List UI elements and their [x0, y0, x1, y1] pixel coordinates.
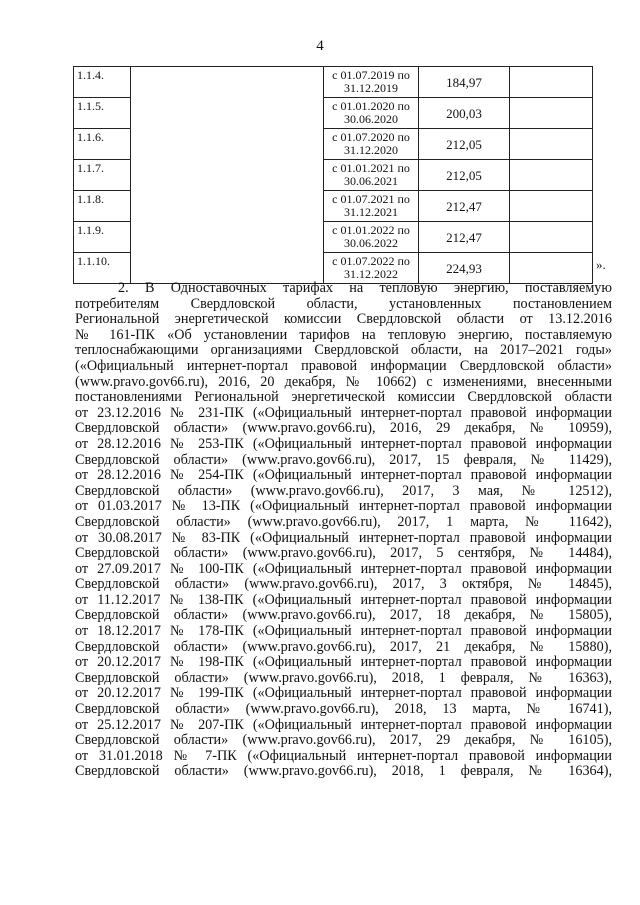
- text-line: Свердловской области» (www.pravo.gov66.ru), 2016, 29 декабря, № 10959),: [75, 420, 612, 437]
- text-line: от 18.12.2017 № 178-ПК («Официальный интернет-портал правовой информации: [75, 623, 612, 640]
- text-line: от 25.12.2017 № 207-ПК («Официальный интернет-портал правовой информации: [75, 716, 612, 733]
- period-start: с 01.07.2022 по: [332, 254, 410, 268]
- period-cell: [324, 253, 419, 284]
- text-line: постановлениями Региональной энергетической комиссии Свердловской области: [75, 389, 612, 406]
- text-line: от 28.12.2016 № 254-ПК («Официальный интернет-портал правовой информации: [75, 467, 612, 484]
- tariff-value: 212,47: [419, 222, 510, 253]
- table-closing-mark: ».: [596, 257, 606, 272]
- row-number: 1.1.4.: [74, 67, 131, 98]
- period-start: с 01.07.2021 по: [332, 192, 410, 206]
- period-cell: [324, 67, 419, 98]
- text-line: Свердловской области» (www.pravo.gov66.ru), 2018, 1 февраля, № 16364),: [75, 763, 612, 780]
- tariff-table: [73, 66, 593, 284]
- period-end: 31.12.2021: [344, 205, 398, 219]
- period-end: 31.12.2019: [344, 81, 398, 95]
- empty-cell: [510, 129, 593, 160]
- text-line: Свердловской области» (www.pravo.gov66.ru), 2017, 21 декабря, № 15880),: [75, 638, 612, 655]
- text-line: от 20.12.2017 № 199-ПК («Официальный интернет-портал правовой информации: [75, 685, 612, 702]
- tariff-value: 184,97: [419, 67, 510, 98]
- page-number: 4: [316, 38, 324, 54]
- text-line: («Официальный интернет-портал правовой информации Свердловской области»: [75, 357, 612, 374]
- period-end: 30.06.2022: [344, 236, 398, 250]
- empty-cell: [510, 253, 593, 284]
- text-line: от 28.12.2016 № 253-ПК («Официальный интернет-портал правовой информации: [75, 435, 612, 452]
- text-line: от 11.12.2017 № 138-ПК («Официальный интернет-портал правовой информации: [75, 591, 612, 608]
- empty-cell: [510, 222, 593, 253]
- text-line: № 161-ПК «Об установлении тарифов на тепловую энергию, поставляемую: [75, 326, 612, 343]
- text-line: от 20.12.2017 № 198-ПК («Официальный интернет-портал правовой информации: [75, 654, 612, 671]
- text-line: Свердловской области» (www.pravo.gov66.ru), 2017, 18 декабря, № 15805),: [75, 607, 612, 624]
- period-cell: [324, 160, 419, 191]
- text-line: Свердловской области» (www.pravo.gov66.ru), 2018, 1 февраля, № 16363),: [75, 669, 612, 686]
- text-line: теплоснабжающими организациями Свердловской области, на 2017–2021 годы»: [75, 342, 612, 359]
- period-start: с 01.01.2020 по: [332, 99, 410, 113]
- text-line: от 27.09.2017 № 100-ПК («Официальный интернет-портал правовой информации: [75, 560, 612, 577]
- period-start: с 01.01.2022 по: [332, 223, 410, 237]
- text-line: Свердловской области» (www.pravo.gov66.ru), 2017, 3 октября, № 14845),: [75, 576, 612, 593]
- text-line: (www.pravo.gov66.ru), 2016, 20 декабря, № 10662) с изменениями, внесенными: [75, 373, 612, 390]
- empty-cell: [510, 160, 593, 191]
- empty-cell: [510, 67, 593, 98]
- tariff-value: 200,03: [419, 98, 510, 129]
- period-cell: [324, 129, 419, 160]
- period-end: 31.12.2020: [344, 143, 398, 157]
- tariff-value: 212,47: [419, 191, 510, 222]
- row-number: 1.1.10.: [74, 253, 131, 284]
- tariff-value: 224,93: [419, 253, 510, 284]
- text-line: от 01.03.2017 № 13-ПК («Официальный интернет-портал правовой информации: [75, 498, 612, 515]
- body-text: [75, 281, 612, 780]
- period-start: с 01.07.2019 по: [332, 68, 410, 82]
- text-line: потребителям Свердловской области, установленных постановлением: [75, 295, 612, 312]
- row-number: 1.1.5.: [74, 98, 131, 129]
- period-end: 30.06.2020: [344, 112, 398, 126]
- tariff-value: 212,05: [419, 160, 510, 191]
- name-cell: [131, 67, 324, 284]
- text-line: Свердловской области» (www.pravo.gov66.ru), 2018, 13 марта, № 16741),: [75, 701, 612, 718]
- period-end: 30.06.2021: [344, 174, 398, 188]
- period-cell: [324, 222, 419, 253]
- row-number: 1.1.6.: [74, 129, 131, 160]
- text-line: Свердловской области» (www.pravo.gov66.ru), 2017, 1 марта, № 11642),: [75, 513, 612, 530]
- text-line: Региональной энергетической комиссии Свердловской области от 13.12.2016: [75, 311, 612, 328]
- row-number: 1.1.8.: [74, 191, 131, 222]
- empty-cell: [510, 98, 593, 129]
- text-line: Свердловской области» (www.pravo.gov66.ru), 2017, 29 декабря, № 16105),: [75, 732, 612, 749]
- text-line: от 31.01.2018 № 7-ПК («Официальный интернет-портал правовой информации: [75, 747, 612, 764]
- text-line: Свердловской области» (www.pravo.gov66.ru), 2017, 15 февраля, № 11429),: [75, 451, 612, 468]
- row-number: 1.1.7.: [74, 160, 131, 191]
- period-cell: [324, 98, 419, 129]
- period-end: 31.12.2022: [344, 267, 398, 281]
- text-line: от 30.08.2017 № 83-ПК («Официальный интернет-портал правовой информации: [75, 529, 612, 546]
- period-cell: [324, 191, 419, 222]
- period-start: с 01.07.2020 по: [332, 130, 410, 144]
- text-line: Свердловской области» (www.pravo.gov66.ru), 2017, 3 мая, № 12512),: [75, 482, 612, 499]
- text-line: 2. В Одноставочных тарифах на тепловую энергию, поставляемую: [118, 280, 612, 296]
- empty-cell: [510, 191, 593, 222]
- table-row: [74, 67, 593, 98]
- period-start: с 01.01.2021 по: [332, 161, 410, 175]
- text-line: Свердловской области» (www.pravo.gov66.ru), 2017, 5 сентября, № 14484),: [75, 545, 612, 562]
- row-number: 1.1.9.: [74, 222, 131, 253]
- text-line: от 23.12.2016 № 231-ПК («Официальный интернет-портал правовой информации: [75, 404, 612, 421]
- tariff-value: 212,05: [419, 129, 510, 160]
